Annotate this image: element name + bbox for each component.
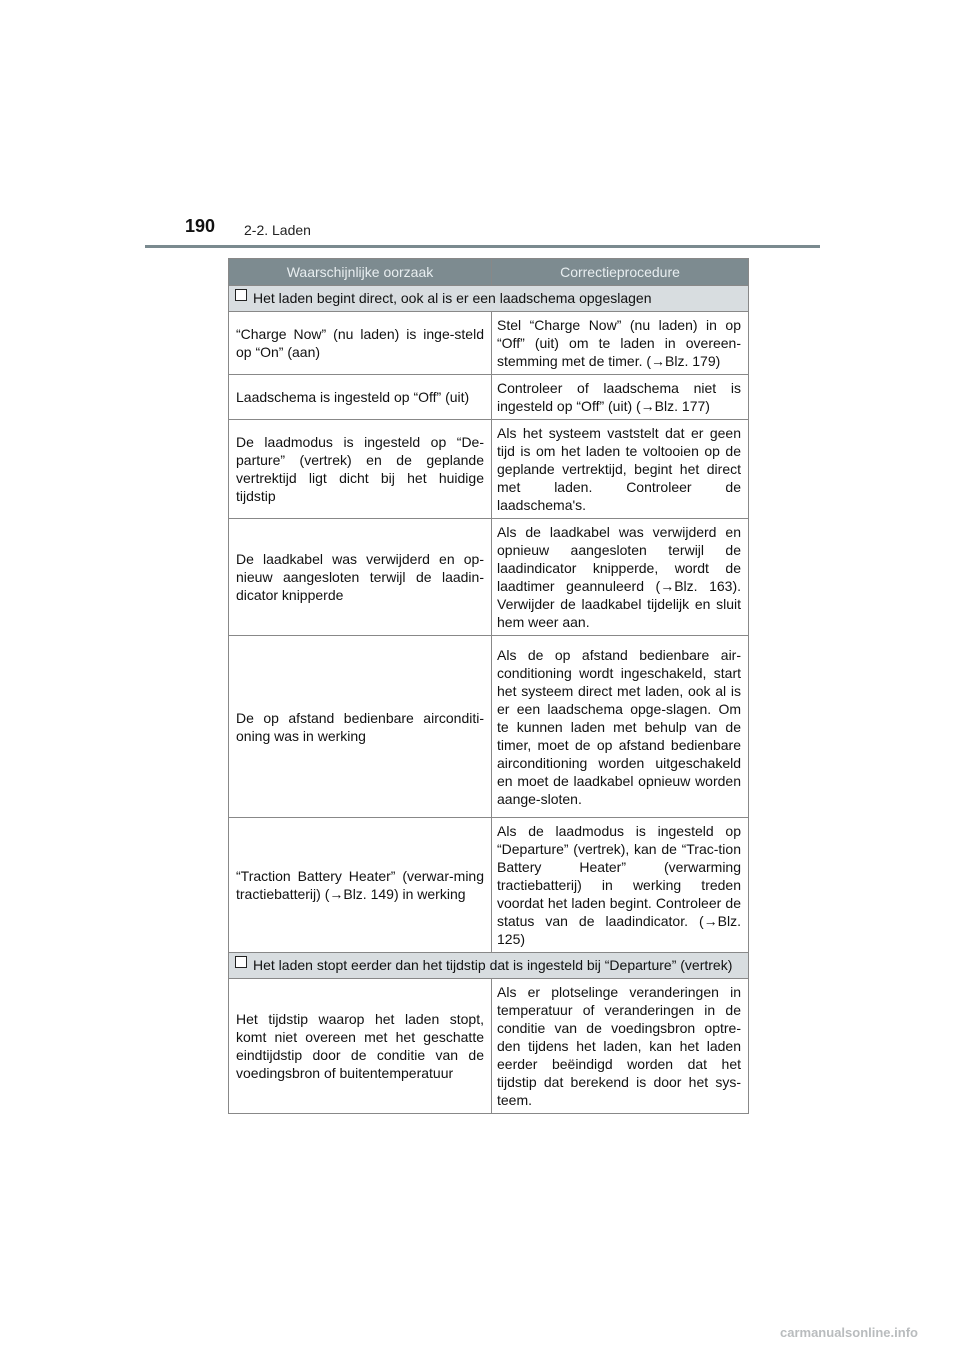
section-title: 2-2. Laden [244, 222, 311, 238]
header-rule [145, 245, 820, 248]
cause-cell: Het tijdstip waarop het laden stopt, komt niet overeen met het geschatte eindtijdstip door de conditie van de voedingsbron of buitentemperatuur [229, 979, 492, 1114]
group-row [229, 286, 749, 312]
cause-cell: “Traction Battery Heater” (verwar-ming tractiebatterij) (→Blz. 149) in werking [229, 818, 492, 953]
fix-cell: Als de laadmodus is ingesteld op “Departure” (vertrek), kan de “Trac-tion Battery Heater” (verwarming tractiebatterij) in werking treden voordat het laden begint. Controleer de status van de laadindicator. (→Blz. 125) [492, 818, 749, 953]
table-row [229, 636, 749, 818]
fix-cell: Als de op afstand bedienbare air-conditioning wordt ingeschakeld, start het systeem direct met laden, ook al is er een laadschema opge-slagen. Om te kunnen laden met behulp van de timer, moet de op afstand bedienbare airconditioning worden uitgeschakeld en moet de laadkabel opnieuw worden aange-sloten. [492, 636, 749, 818]
checkbox-icon [235, 289, 247, 301]
cause-cell: De laadkabel was verwijderd en op-nieuw aangesloten terwijl de laadin-dicator knipperde [229, 519, 492, 636]
group-title: Het laden stopt eerder dan het tijdstip dat is ingesteld bij “Departure” (vertrek) [253, 957, 733, 973]
group-title: Het laden begint direct, ook al is er een laadschema opgeslagen [253, 290, 652, 306]
fix-cell: Controleer of laadschema niet is ingesteld op “Off” (uit) (→Blz. 177) [492, 375, 749, 420]
group-row [229, 953, 749, 979]
table-row [229, 375, 749, 420]
fix-cell: Als er plotselinge veranderingen in temperatuur of veranderingen in de conditie van de voedingsbron optre-den tijdens het laden, kan het laden eerder beëindigd worden dat het tijdstip dat berekend is door het sys-teem. [492, 979, 749, 1114]
table-row [229, 519, 749, 636]
cause-cell: “Charge Now” (nu laden) is inge-steld op “On” (aan) [229, 312, 492, 375]
table-row [229, 312, 749, 375]
page-number: 190 [185, 216, 216, 236]
column-header-cause: Waarschijnlijke oorzaak [229, 259, 492, 286]
fix-cell: Als de laadkabel was verwijderd en opnieuw aangesloten terwijl de laadindicator knipperde, wordt de laadtimer geannuleerd (→Blz. 163). Verwijder de laadkabel tijdelijk en sluit hem weer aan. [492, 519, 749, 636]
watermark: carmanualsonline.info [780, 1325, 918, 1340]
table-row [229, 979, 749, 1114]
troubleshooting-table [228, 258, 749, 1114]
fix-cell: Stel “Charge Now” (nu laden) in op “Off” (uit) om te laden in overeen-stemming met de timer. (→Blz. 179) [492, 312, 749, 375]
cause-cell: De laadmodus is ingesteld op “De-parture” (vertrek) en de geplande vertrektijd ligt dicht bij het huidige tijdstip [229, 420, 492, 519]
table-row [229, 818, 749, 953]
table-row [229, 420, 749, 519]
cause-cell: De op afstand bedienbare airconditi-oning was in werking [229, 636, 492, 818]
table-header-row [229, 259, 749, 286]
fix-cell: Als het systeem vaststelt dat er geen tijd is om het laden te voltooien op de geplande vertrektijd, begint het direct met laden. Controleer de laadschema's. [492, 420, 749, 519]
cause-cell: Laadschema is ingesteld op “Off” (uit) [229, 375, 492, 420]
checkbox-icon [235, 956, 247, 968]
column-header-fix: Correctieprocedure [492, 259, 749, 286]
